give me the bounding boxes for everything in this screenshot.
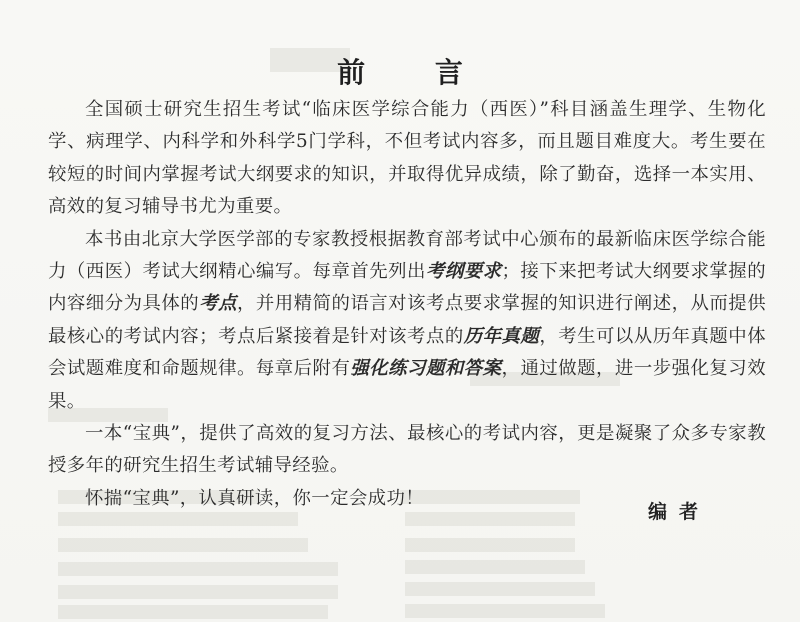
bleed-through-mark	[405, 560, 585, 574]
emphasized-term: 历年真题	[463, 325, 540, 347]
bleed-through-mark	[58, 585, 338, 599]
paragraph-text: ，考生可以从历年真题中体会试题难度和命题规律。每章后附有	[48, 325, 766, 380]
emphasized-term: 考纲要求	[425, 261, 502, 283]
paragraph-text: 全国硕士研究生招生考试“临床医学综合能力（西医）”科目涵盖生理学、生物化学、病理学、内科学和外科学5门学科，不但考试内容多，而且题目难度大。考生要在较短的时间内掌握考试大纲要求的知识，并取得优异成绩，除了勤奋，选择一本实用、高效的复习辅导书尤为重要。	[48, 99, 766, 218]
preface-paragraph	[48, 94, 766, 224]
paragraph-text: ，通过做题，进一步强化复习效果。	[48, 358, 766, 412]
author-signature: 编者	[648, 501, 711, 523]
bleed-through-mark	[58, 562, 338, 576]
paragraph-text: ；接下来把考试大纲要求掌握的内容细分为具体的	[48, 261, 766, 315]
paragraph-text: 怀揣“宝典”，认真研读，你一定会成功！	[85, 487, 425, 509]
bleed-through-mark	[58, 538, 308, 552]
bleed-through-mark	[405, 538, 575, 552]
bleed-through-mark	[58, 605, 328, 619]
preface-paragraph	[48, 418, 766, 483]
preface-paragraph	[48, 224, 766, 418]
paragraph-text: ，并用精简的语言对该考点要求掌握的知识进行阐述，从而提供最核心的考试内容；考点后紧接着是针对该考点的	[48, 293, 766, 347]
bleed-through-mark	[405, 604, 605, 618]
emphasized-term: 考点	[199, 293, 237, 315]
paragraph-text: 一本“宝典”，提供了高效的复习方法、最核心的考试内容，更是凝聚了众多专家教授多年的研究生招生考试辅导经验。	[48, 423, 766, 477]
paragraph-text: 本书由北京大学医学部的专家教授根据教育部考试中心颁布的最新临床医学综合能力（西医）考试大纲精心编写。每章首先列出	[48, 228, 766, 283]
preface-body	[48, 94, 766, 515]
emphasized-term: 强化练习题和答案	[350, 358, 502, 380]
bleed-through-mark	[405, 582, 595, 596]
page-title: 前 言	[337, 55, 493, 89]
